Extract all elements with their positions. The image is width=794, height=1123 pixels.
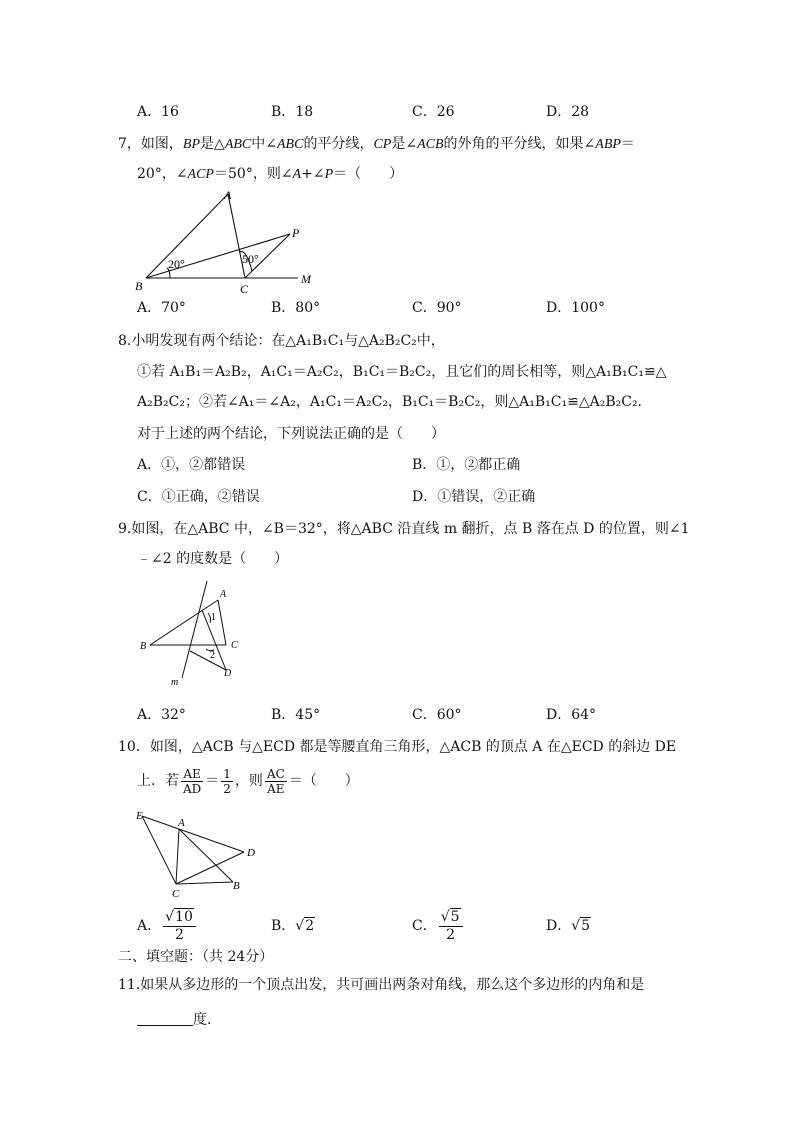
q10-edge-cb bbox=[176, 882, 233, 884]
q10-label-c: C bbox=[172, 888, 180, 900]
q7-label-b: B bbox=[135, 279, 143, 293]
q7-label-a: A bbox=[224, 188, 232, 202]
q6-option-b: B．18 bbox=[271, 104, 314, 120]
section-title-fill-in: 二、填空题：（共 24分） bbox=[118, 949, 274, 965]
q9-line1: 9.如图，在△ABC 中，∠B＝32°，将△ABC 沿直线 m 翻折，点 B 落在点 D 的位置，则∠1 bbox=[118, 521, 690, 537]
q9-line-m bbox=[182, 581, 207, 678]
q7-label-m: M bbox=[301, 272, 311, 286]
q9-edge-fold-d bbox=[190, 651, 226, 670]
q10-fraction-ac-ae: $\frac{AC}{AE}$ bbox=[266, 766, 285, 796]
q10-label-e: E bbox=[136, 810, 143, 822]
q10-edge-ab bbox=[179, 829, 233, 882]
q10-label-b: B bbox=[233, 880, 240, 892]
q7-option-c: C．90° bbox=[412, 300, 462, 316]
q9-option-d: D．64° bbox=[546, 707, 597, 723]
q10-option-c: C． $\frac{√5}{2}$ bbox=[412, 906, 465, 946]
q9-label-b: B bbox=[140, 641, 147, 652]
q9-option-b: B．45° bbox=[271, 707, 321, 723]
q7-label-p: P bbox=[292, 226, 300, 240]
q9-label-a: A bbox=[220, 589, 227, 600]
q7-label-c: C bbox=[240, 282, 249, 296]
q9-label-d: D bbox=[224, 668, 232, 679]
q9-label-2: 2 bbox=[210, 650, 215, 661]
q9-edge-ac bbox=[218, 600, 226, 645]
q8-option-d: D．①错误，②正确 bbox=[412, 489, 536, 505]
q6-option-c: C．26 bbox=[412, 104, 455, 120]
q10-figure bbox=[130, 806, 270, 902]
q7-angle-50: 50° bbox=[242, 252, 259, 266]
q10-fraction-ae-ad: $\frac{AE}{AD}$ bbox=[183, 766, 202, 796]
q9-label-m: m bbox=[171, 677, 179, 688]
q10-option-b: B．√2 bbox=[271, 918, 315, 934]
q10-fraction-one-half: $\frac{1}{2}$ bbox=[223, 766, 231, 796]
q7-figure bbox=[130, 186, 330, 296]
q8-option-a: A．①，②都错误 bbox=[137, 457, 246, 473]
q10-line1: 10．如图，△ACB 与△ECD 都是等腰直角三角形，△ACB 的顶点 A 在△ECD 的斜边 DE bbox=[118, 739, 677, 755]
q6-option-a: A．16 bbox=[137, 104, 179, 120]
q7-option-d: D．100° bbox=[546, 300, 605, 316]
q9-option-a: A．32° bbox=[137, 707, 186, 723]
q7-option-a: A．70° bbox=[137, 300, 186, 316]
q10-label-a: A bbox=[178, 817, 185, 829]
q7-line1: 7，如图，BP是△ABC中∠ABC的平分线，CP是∠ACB的外角的平分线，如果∠ABP＝ bbox=[118, 136, 635, 152]
q7-option-b: B．80° bbox=[271, 300, 321, 316]
q11-answer-blank[interactable] bbox=[137, 1009, 193, 1026]
q11-line1: 11.如果从多边形的一个顶点出发，共可画出两条对角线，那么这个多边形的内角和是 bbox=[118, 977, 645, 993]
q8-line1: 8.小明发现有两个结论：在△A₁B₁C₁与△A₂B₂C₂中， bbox=[118, 333, 445, 349]
q9-edge-ba bbox=[150, 600, 218, 645]
q8-line2: ①若 A₁B₁＝A₂B₂，A₁C₁＝A₂C₂，B₁C₁＝B₂C₂，且它们的周长相等，则△A₁B₁C₁≌△ bbox=[137, 364, 667, 380]
q8-line3: A₂B₂C₂；②若∠A₁＝∠A₂，A₁C₁＝A₂C₂，B₁C₁＝B₂C₂，则△A₁B₁C₁≌△A₂B₂C₂. bbox=[137, 394, 643, 410]
q10-option-a: A． $\frac{√10}{2}$ bbox=[137, 906, 198, 946]
q9-line2: ﹣∠2 的度数是（ ） bbox=[137, 551, 289, 567]
q8-option-c: C．①正确，②错误 bbox=[137, 489, 260, 505]
q7-line2: 20°，∠ACP＝50°，则∠A+∠P＝（ ） bbox=[137, 166, 404, 182]
q6-option-d: D．28 bbox=[546, 104, 590, 120]
q11-line2: 度. bbox=[137, 1009, 211, 1030]
q8-line4: 对于上述的两个结论，下列说法正确的是（ ） bbox=[137, 426, 445, 442]
q8-option-b: B．①，②都正确 bbox=[412, 457, 521, 473]
q9-option-c: C．60° bbox=[412, 707, 462, 723]
q9-figure bbox=[138, 578, 248, 690]
q9-label-1: 1 bbox=[211, 612, 216, 623]
q9-label-c: C bbox=[231, 640, 238, 651]
q10-edge-ac bbox=[176, 829, 179, 884]
q10-line2: 上．若 $\frac{AE}{AD}$ ＝ $\frac{1}{2}$ ，则 $\frac{AC}{AE}$ ＝（ ） bbox=[137, 766, 359, 796]
q10-label-d: D bbox=[247, 847, 255, 859]
q10-option-d: D．√5 bbox=[546, 918, 591, 934]
q7-angle-20: 20° bbox=[168, 257, 185, 271]
